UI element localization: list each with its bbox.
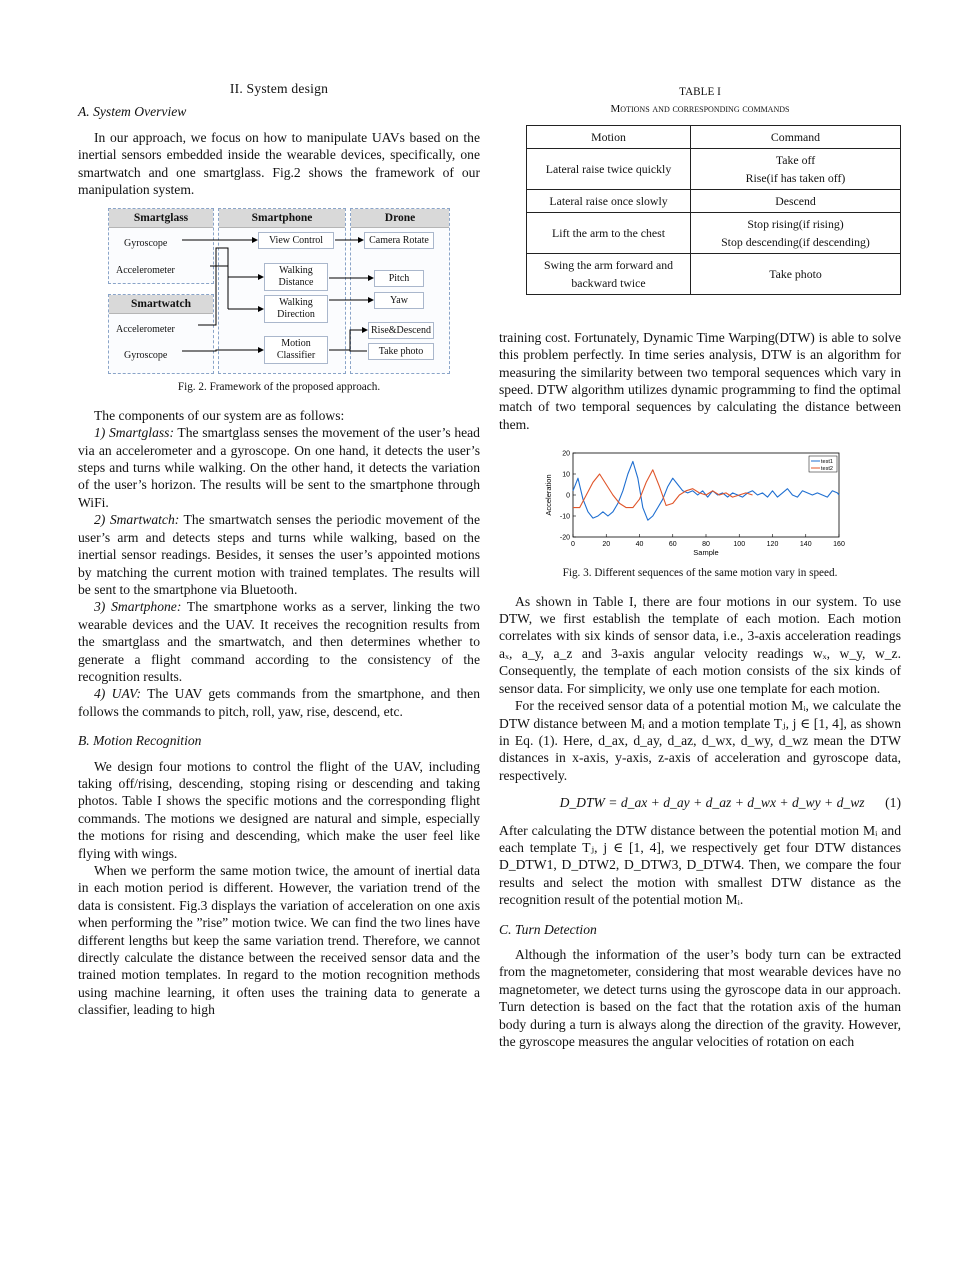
smartphone-heading: Smartphone (219, 209, 345, 228)
after-paragraph: After calculating the DTW distance between the potential motion Mᵢ and each template Tⱼ, j ∈ [1, 4], we respectively get four DTW distances D_DTW1, D_DTW2, D_DTW3, D_DTW4. Then, we compare the four results and select the motion with smallest DTW distance as the recognition result of the potential motion Mᵢ. (499, 822, 901, 908)
table-row (527, 148, 901, 189)
equation-number: (1) (885, 795, 901, 811)
item1-text: The smartglass senses the movement of the user’s head via an accelerometer and a gyroscope. On one hand, it detects the user’s steps and turns while walking. On the other hand, it detects the variation of the user’s horizon. The results will be sent to the smartphone through WiFi. (78, 425, 480, 510)
overview-heading: A. System Overview (78, 104, 187, 120)
framework-diagram (106, 208, 508, 373)
x-tick-label: 140 (799, 541, 812, 549)
y-axis-label: Acceleration (544, 474, 553, 516)
walking-distance-node: Walking Distance (264, 263, 328, 291)
smartwatch-heading: Smartwatch (109, 295, 213, 314)
item3-title: 3) Smartphone: (94, 599, 182, 615)
table-cell-command (691, 212, 901, 253)
x-tick-label: 0 (571, 541, 575, 549)
table-header-command: Command (691, 125, 901, 148)
motion-recognition-heading: B. Motion Recognition (78, 733, 202, 749)
table-row (527, 253, 901, 294)
motion-paragraph-1: We design four motions to control the flight of the UAV, including taking off/rising, descending, stoping rising or descending and taking photos. Table I shows the specific motions and the corresponding flight commands. The motions we designed are natural and simple, especially the motions for rising and descending, which make the user feel like flying with wings. (78, 758, 480, 861)
section-title: II. System design (229, 81, 329, 96)
sw-gyroscope-label: Gyroscope (124, 350, 168, 362)
turn-paragraph: Although the information of the user’s body turn can be extracted from the magnetometer, considering that most wearable devices have no magnetometer, we detect turns using the gyroscope data in our approach. Turn detection is based on the fact that the rotation axis of the human body during a turn is always along the direction of the gravity. However, the gyroscope measures the angular velocities of rotation on each (499, 946, 901, 1049)
table-cell-command: Take photo (691, 253, 901, 294)
equation-1 (499, 794, 901, 811)
y-tick-label: 20 (562, 450, 570, 458)
motion-paragraph-2: When we perform the same motion twice, the amount of inertial data in each motion period is different. However, the variation trend of the data is consistent. Fig.3 displays the variation of acceleration on one axis when performing the ”rise” motion twice. We can find the two lines have different lengths but keep the same variation trend. Therefore, we cannot directly calculate the distance between the received sensor data and the trained motion templates. In regard to the motion recognition methods using machine learning, it often uses the training data to generate a classifier, leading to high (78, 863, 480, 1018)
tableI-paragraph: As shown in Table I, there are four motions in our system. To use DTW, we first establish the template of each motion. Each motion correlates with six kinds of sensor data, i.e., 3-axis acceleration readings aₓ, a_y, a_z and 3-axis angular velocity readings wₓ, w_y, w_z. Consequently, the template of each motion consists of the six kinds of sensor data. For simplicity, we only use one template for each motion. (499, 593, 901, 696)
item-smartwatch (78, 511, 480, 598)
overview-paragraph: In our approach, we focus on how to manipulate UAVs based on the inertial sensors embedded inside the wearable devices, specifically, one smartwatch and one smartglass. Fig.2 shows the framework of our manipulation system. (78, 129, 480, 198)
drone-heading: Drone (351, 209, 449, 228)
x-tick-label: 20 (602, 541, 611, 549)
fig3-chart (543, 447, 843, 559)
camera-rotate-node: Camera Rotate (364, 232, 434, 249)
turn-detection-heading: C. Turn Detection (499, 921, 597, 937)
smartglass-heading: Smartglass (109, 209, 213, 228)
table-row (527, 189, 901, 212)
command-line: Rise(if has taken off) (745, 170, 846, 185)
command-line: Stop rising(if rising) (747, 216, 844, 231)
table-header-row (527, 125, 901, 148)
fig2-caption: Fig. 2. Framework of the proposed approach. (177, 381, 381, 394)
table-cell-command (691, 148, 901, 189)
table-label: TABLE I (679, 86, 721, 98)
right-column (499, 80, 901, 1050)
table-header-motion: Motion (527, 125, 691, 148)
table-row (527, 212, 901, 253)
table-cell-motion: Swing the arm forward and backward twice (527, 253, 691, 294)
legend-label: test1 (821, 459, 833, 466)
item4-text: The UAV gets commands from the smartphone, and then follows the commands to pitch, roll, yaw, rise, descend, etc. (78, 686, 480, 719)
x-axis-label: Sample (693, 548, 719, 558)
x-tick-label: 40 (635, 541, 644, 549)
table-cell-motion: Lateral raise twice quickly (527, 148, 691, 189)
item-uav (78, 685, 480, 720)
yaw-node: Yaw (374, 292, 424, 309)
view-control-node: View Control (258, 232, 334, 249)
item4-title: 4) UAV: (94, 686, 142, 702)
sg-accelerometer-label: Accelerometer (116, 265, 175, 277)
x-tick-label: 60 (668, 541, 677, 549)
components-intro: The components of our system are as follows: (94, 407, 345, 423)
y-tick-label: 0 (566, 492, 570, 500)
walking-direction-node: Walking Direction (264, 295, 328, 323)
x-tick-label: 120 (766, 541, 779, 549)
item-smartglass (78, 424, 480, 511)
item2-text: The smartwatch senses the periodic movement of the user’s arm and detects steps and turns while walking, based on the inertial sensor readings. Besides, it senses the user’s appointed motions by matching the current motion with trained templates. The results will be sent to the smartphone via Bluetooth. (78, 512, 480, 597)
dtw-paragraph: training cost. Fortunately, Dynamic Time Warping(DTW) is able to solve this problem perfectly. In time series analysis, DTW is an algorithm for measuring the similarity between two temporal sequences which vary in speed. DTW algorithm utilizes dynamic programming to find the optimal match of two temporal sequences by calculating the distance between them. (499, 329, 901, 432)
pitch-node: Pitch (374, 270, 424, 287)
sg-gyroscope-label: Gyroscope (124, 238, 168, 250)
item-smartphone (78, 598, 480, 685)
fig3-caption: Fig. 3. Different sequences of the same motion vary in speed. (562, 567, 838, 580)
table-title: Motions and corresponding commands (610, 103, 790, 116)
legend-label: test2 (821, 466, 833, 473)
motions-table (526, 125, 901, 295)
x-tick-label: 80 (702, 541, 710, 549)
y-tick-label: -10 (559, 513, 570, 521)
equation-body: D_DTW = d_ax + d_ay + d_az + d_wx + d_wy + d_wz (559, 795, 865, 811)
table-cell-command: Descend (691, 189, 901, 212)
y-tick-label: -20 (559, 534, 570, 542)
motion-classifier-node: Motion Classifier (264, 336, 328, 364)
rise-descend-node: Rise&Descend (368, 322, 434, 339)
command-line: Take off (775, 152, 816, 167)
sw-accelerometer-label: Accelerometer (116, 324, 175, 336)
received-paragraph: For the received sensor data of a potential motion Mᵢ, we calculate the DTW distance between Mᵢ and a motion template Tⱼ, j ∈ [1, 4], as shown in Eq. (1). Here, d_ax, d_ay, d_az, d_wx, d_wy, d_wz mean the DTW distances in x-axis, y-axis, z-axis of acceleration and gyroscope data, respectively. (499, 698, 901, 783)
table-cell-motion: Lift the arm to the chest (527, 212, 691, 253)
command-line: Stop descending(if descending) (721, 234, 870, 249)
table-cell-motion: Lateral raise once slowly (527, 189, 691, 212)
item3-text: The smartphone works as a server, linking the two wearable devices and the UAV. It receives the recognition results from the smartglass and the smartwatch, and then determines whether to generate a flight command according to the consistency of the recognition results. (78, 599, 481, 684)
diagram-arrows (106, 208, 508, 373)
item1-title: 1) Smartglass: (94, 425, 174, 441)
y-tick-label: 10 (562, 471, 570, 479)
x-tick-label: 100 (733, 541, 746, 549)
item2-title: 2) Smartwatch: (94, 512, 180, 528)
left-column (78, 80, 480, 1019)
x-tick-label: 160 (833, 541, 845, 549)
take-photo-node: Take photo (368, 343, 434, 360)
